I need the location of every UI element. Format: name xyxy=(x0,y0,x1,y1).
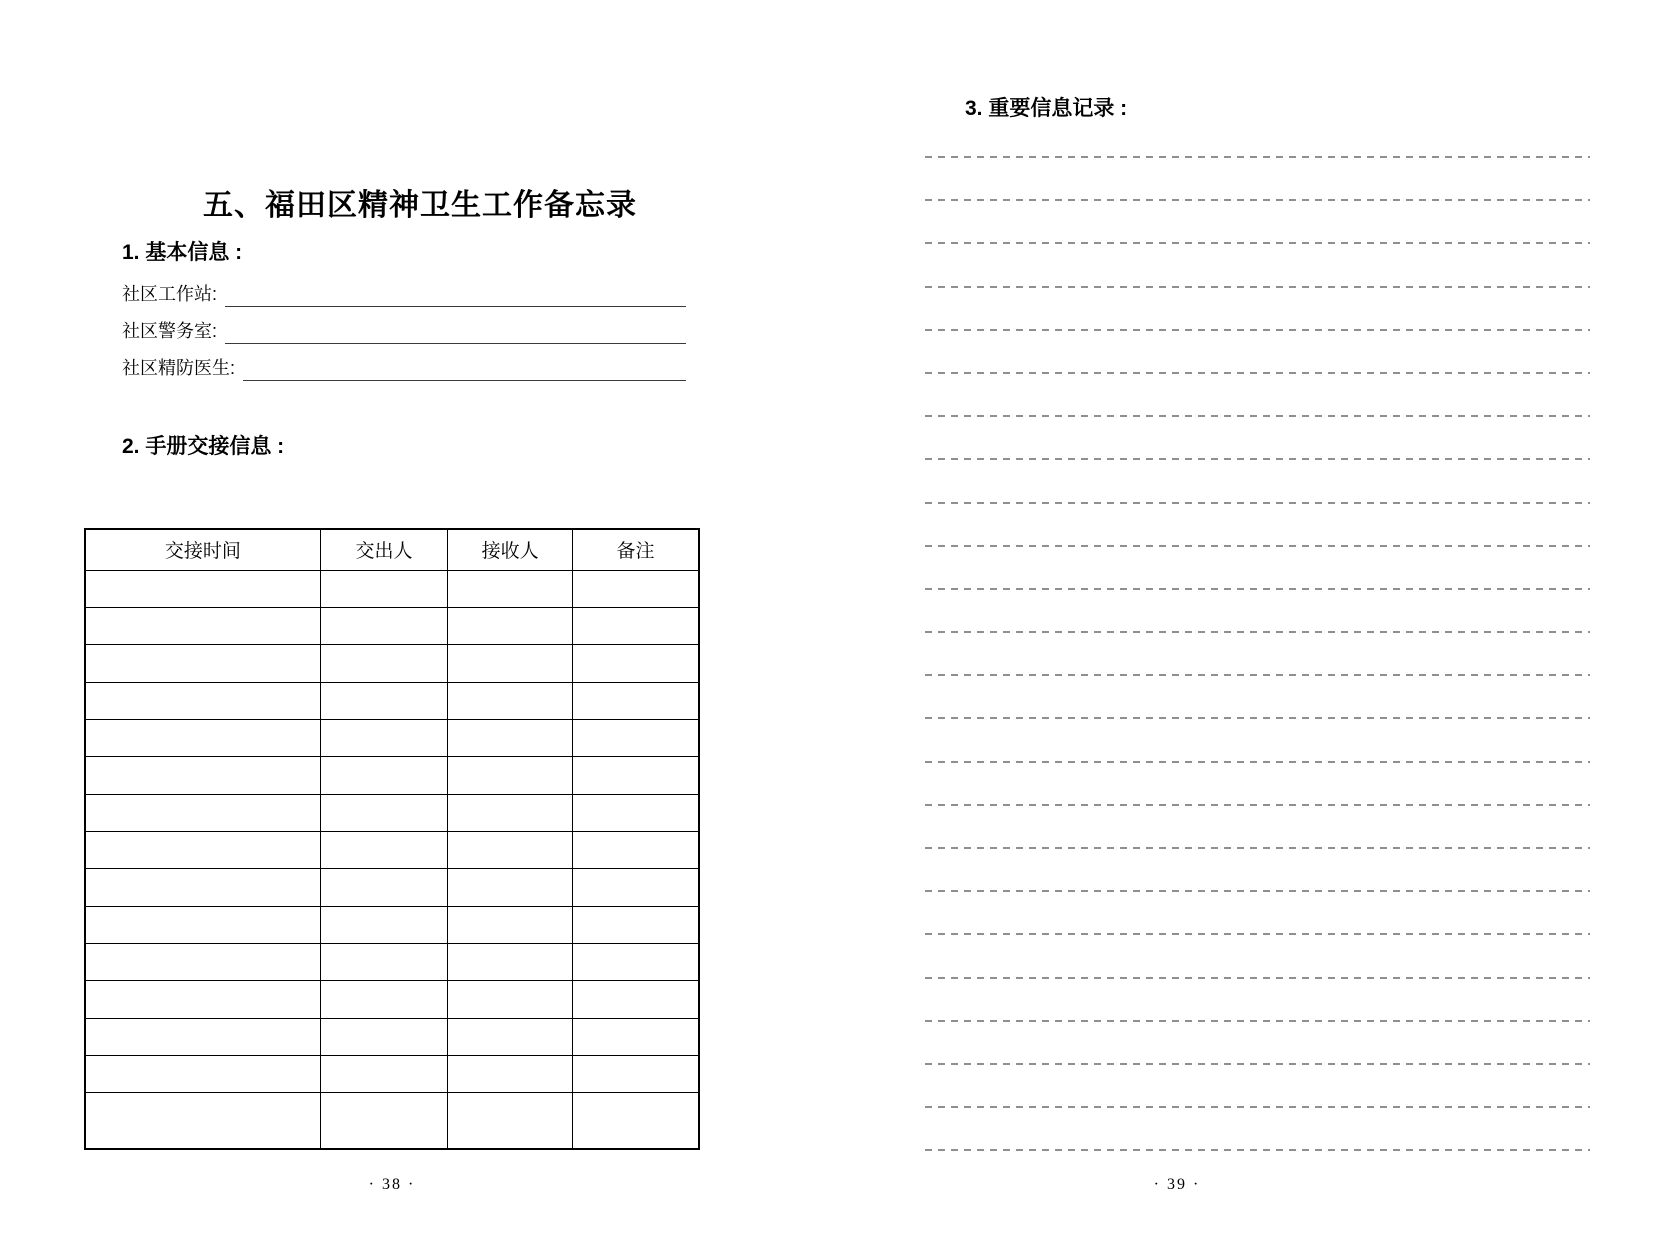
table-cell-empty xyxy=(448,1093,573,1149)
table-row xyxy=(85,570,699,607)
table-cell-empty xyxy=(448,719,573,756)
table-cell-empty xyxy=(320,1055,448,1092)
table-cell-empty xyxy=(85,645,320,682)
table-row xyxy=(85,869,699,906)
col-header-remarks: 备注 xyxy=(573,529,700,570)
table-cell-empty xyxy=(573,682,700,719)
blank-fill-line xyxy=(243,380,686,381)
ruled-line xyxy=(925,890,1590,892)
table-cell-empty xyxy=(448,1055,573,1092)
table-cell-empty xyxy=(85,607,320,644)
table-cell-empty xyxy=(85,794,320,831)
ruled-line xyxy=(925,847,1590,849)
field-community-police-office xyxy=(122,319,686,345)
table-cell-empty xyxy=(573,794,700,831)
table-row xyxy=(85,943,699,980)
table-cell-empty xyxy=(448,794,573,831)
section-2-heading: 2. 手册交接信息 : xyxy=(122,435,285,458)
table-row xyxy=(85,645,699,682)
section-3-heading: 3. 重要信息记录 : xyxy=(965,97,1128,120)
table-cell-empty xyxy=(448,943,573,980)
table-cell-empty xyxy=(85,831,320,868)
table-cell-empty xyxy=(448,607,573,644)
table-cell-empty xyxy=(448,869,573,906)
table-cell-empty xyxy=(320,1093,448,1149)
col-header-receiver: 接收人 xyxy=(448,529,573,570)
ruled-line xyxy=(925,1020,1590,1022)
ruled-line xyxy=(925,761,1590,763)
page-title: 五、福田区精神卫生工作备忘录 xyxy=(203,189,637,222)
col-header-handover-time: 交接时间 xyxy=(85,529,320,570)
table-row xyxy=(85,1093,699,1149)
page-number-right: · 39 · xyxy=(1153,1176,1201,1193)
page-number-left: · 38 · xyxy=(368,1176,416,1193)
table-row xyxy=(85,682,699,719)
table-row xyxy=(85,1055,699,1092)
ruled-line xyxy=(925,674,1590,676)
table-cell-empty xyxy=(320,794,448,831)
ruled-line xyxy=(925,1063,1590,1065)
table-cell-empty xyxy=(85,570,320,607)
table-cell-empty xyxy=(573,1018,700,1055)
ruled-line xyxy=(925,156,1590,158)
ruled-line xyxy=(925,631,1590,633)
blank-fill-line xyxy=(225,343,686,344)
handover-table xyxy=(84,528,700,1150)
table-cell-empty xyxy=(320,831,448,868)
section-1-heading: 1. 基本信息 : xyxy=(122,241,243,264)
table-cell-empty xyxy=(573,869,700,906)
table-cell-empty xyxy=(85,1018,320,1055)
col-header-giver: 交出人 xyxy=(320,529,448,570)
ruled-line xyxy=(925,804,1590,806)
table-cell-empty xyxy=(573,1093,700,1149)
table-cell-empty xyxy=(85,869,320,906)
ruled-line xyxy=(925,458,1590,460)
table-cell-empty xyxy=(320,570,448,607)
ruled-line xyxy=(925,1149,1590,1151)
table-row xyxy=(85,981,699,1018)
table-cell-empty xyxy=(448,570,573,607)
handover-table-head xyxy=(85,529,699,570)
table-row xyxy=(85,831,699,868)
field-community-workstation xyxy=(122,282,686,308)
table-cell-empty xyxy=(448,1018,573,1055)
table-cell-empty xyxy=(85,719,320,756)
table-row xyxy=(85,794,699,831)
ruled-line xyxy=(925,286,1590,288)
table-cell-empty xyxy=(320,869,448,906)
table-cell-empty xyxy=(320,1018,448,1055)
ruled-line xyxy=(925,372,1590,374)
header-row xyxy=(85,529,699,570)
table-cell-empty xyxy=(448,645,573,682)
table-cell-empty xyxy=(573,981,700,1018)
table-row xyxy=(85,719,699,756)
blank-fill-line xyxy=(225,306,686,307)
ruled-line xyxy=(925,415,1590,417)
table-cell-empty xyxy=(448,906,573,943)
handover-table-body xyxy=(85,570,699,1149)
table-cell-empty xyxy=(573,1055,700,1092)
ruled-line xyxy=(925,717,1590,719)
field-label: 社区警务室: xyxy=(122,321,218,341)
table-cell-empty xyxy=(320,607,448,644)
table-cell-empty xyxy=(320,906,448,943)
field-label: 社区工作站: xyxy=(122,284,218,304)
table-cell-empty xyxy=(448,757,573,794)
table-cell-empty xyxy=(573,719,700,756)
table-cell-empty xyxy=(448,682,573,719)
ruled-line xyxy=(925,1106,1590,1108)
table-row xyxy=(85,1018,699,1055)
table-row xyxy=(85,757,699,794)
table-cell-empty xyxy=(85,943,320,980)
table-cell-empty xyxy=(448,981,573,1018)
table-cell-empty xyxy=(320,943,448,980)
ruled-line xyxy=(925,502,1590,504)
table-cell-empty xyxy=(320,645,448,682)
table-row xyxy=(85,906,699,943)
field-community-psychiatric-doctor xyxy=(122,356,686,382)
table-cell-empty xyxy=(573,607,700,644)
table-cell-empty xyxy=(85,757,320,794)
table-cell-empty xyxy=(573,645,700,682)
table-cell-empty xyxy=(573,570,700,607)
ruled-line xyxy=(925,329,1590,331)
table-cell-empty xyxy=(85,1055,320,1092)
table-cell-empty xyxy=(573,943,700,980)
table-cell-empty xyxy=(85,1093,320,1149)
ruled-line xyxy=(925,977,1590,979)
table-cell-empty xyxy=(320,682,448,719)
ruled-line xyxy=(925,588,1590,590)
table-cell-empty xyxy=(448,831,573,868)
table-cell-empty xyxy=(85,906,320,943)
table-cell-empty xyxy=(573,831,700,868)
table-cell-empty xyxy=(320,981,448,1018)
ruled-line xyxy=(925,242,1590,244)
table-cell-empty xyxy=(85,981,320,1018)
table-cell-empty xyxy=(573,906,700,943)
ruled-line xyxy=(925,199,1590,201)
ruled-line xyxy=(925,933,1590,935)
table-cell-empty xyxy=(320,757,448,794)
field-label: 社区精防医生: xyxy=(122,358,236,378)
table-cell-empty xyxy=(573,757,700,794)
table-row xyxy=(85,607,699,644)
ruled-lines xyxy=(925,156,1590,1151)
ruled-line xyxy=(925,545,1590,547)
table-cell-empty xyxy=(320,719,448,756)
table-cell-empty xyxy=(85,682,320,719)
